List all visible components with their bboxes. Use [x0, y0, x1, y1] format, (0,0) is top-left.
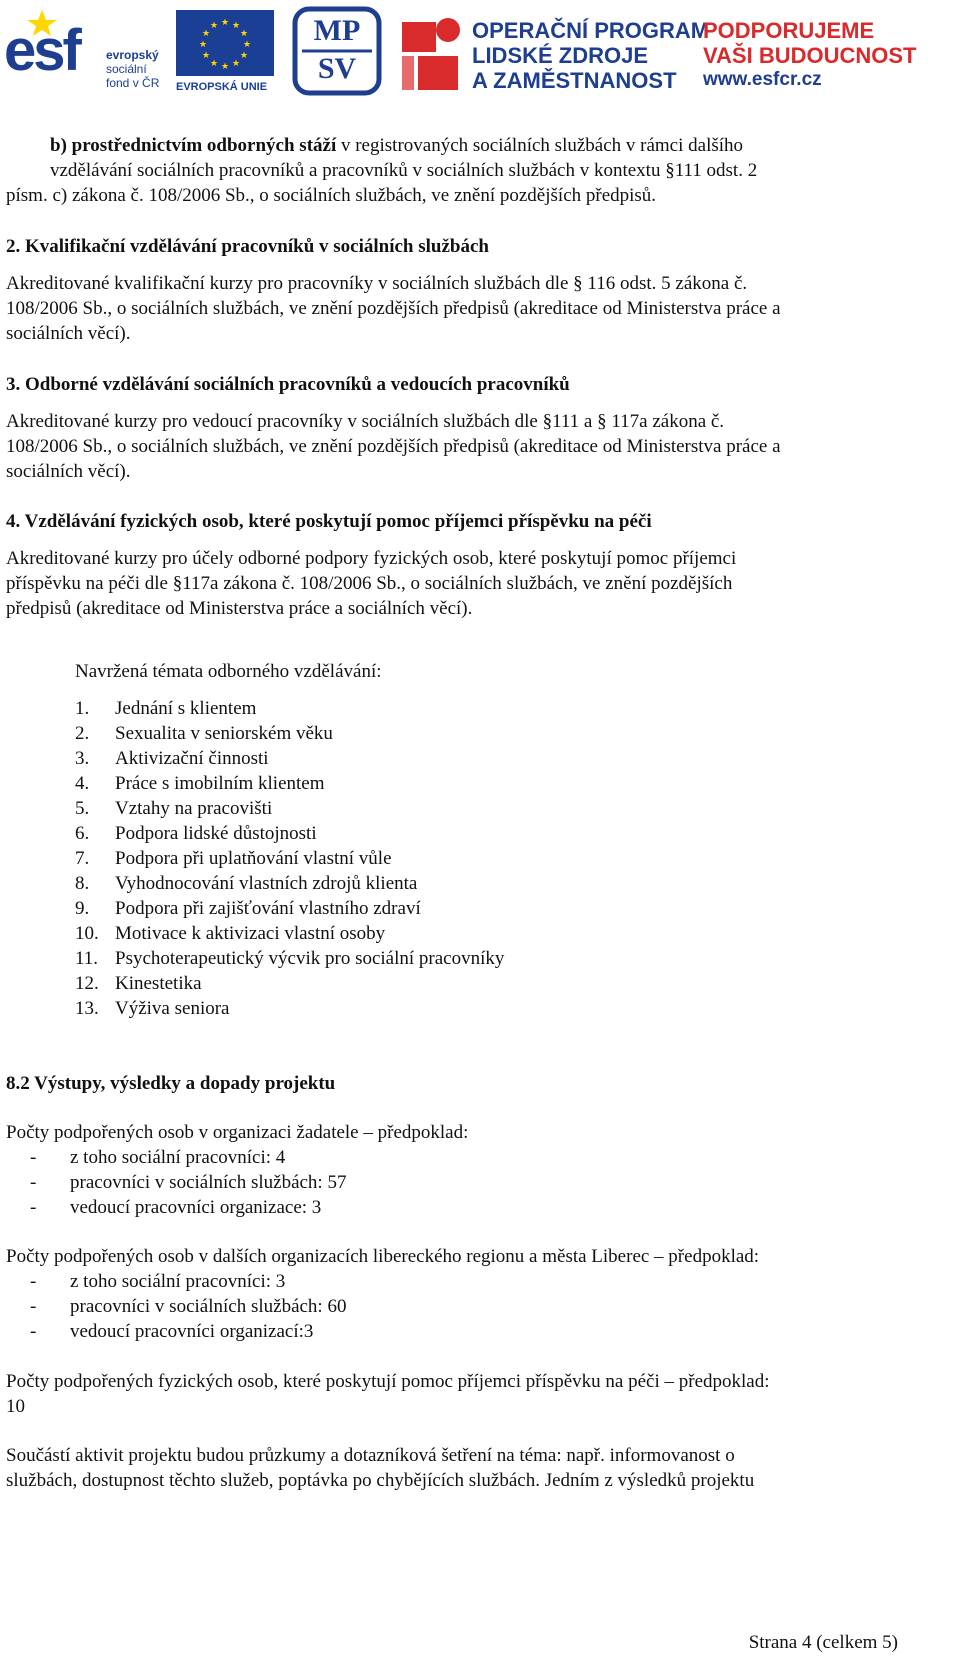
dash-marker: - [30, 1172, 37, 1193]
podporujeme-line2: VAŠI BUDOUCNOST [703, 43, 917, 68]
svg-text:★: ★ [220, 18, 230, 28]
page-header [0, 0, 960, 110]
section-b-line1 [50, 133, 898, 158]
bullet-item [6, 1269, 898, 1294]
esf-caption [106, 48, 159, 90]
section-4-heading: 4. Vzdělávání fyzických osob, které poskytují pomoc příjemci příspěvku na péči [6, 511, 652, 532]
svg-text:★: ★ [242, 40, 252, 50]
topic-item [75, 896, 504, 921]
topic-text: Sexualita v seniorském věku [115, 723, 333, 744]
section-b-line3: písm. c) zákona č. 108/2006 Sb., o sociálních službách, ve znění pozdějších předpisů. [6, 185, 657, 206]
section-3-heading: 3. Odborné vzdělávání sociálních pracovníků a vedoucích pracovníků [6, 374, 570, 395]
topic-text: Podpora lidské důstojnosti [115, 823, 317, 844]
esf-logo [4, 8, 172, 98]
topic-item [75, 821, 504, 846]
section-2-heading: 2. Kvalifikační vzdělávání pracovníků v sociálních službách [6, 236, 489, 257]
op-lzz-logo [400, 4, 710, 100]
topic-number: 6. [75, 823, 90, 844]
topic-text: Motivace k aktivizaci vlastní osoby [115, 923, 386, 944]
topic-text: Podpora při zajišťování vlastního zdraví [115, 898, 421, 919]
svg-text:★: ★ [209, 21, 219, 31]
section-b-text1: v registrovaných sociálních službách v rámci dalšího [336, 135, 744, 156]
page-number: Strana 4 (celkem 5) [748, 1632, 898, 1653]
closing-line1: Součástí aktivit projektu budou průzkumy a dotazníková šetření na téma: např. informovanost o [6, 1445, 735, 1466]
svg-text:★: ★ [231, 21, 241, 31]
podporujeme-logo [703, 18, 923, 98]
topics-title: Navržená témata odborného vzdělávání: [75, 661, 382, 682]
op-line1: OPERAČNÍ PROGRAM [472, 18, 710, 43]
esf-caption-line2: sociální [106, 62, 147, 76]
bullet-item [6, 1319, 898, 1344]
op-lzz-text [472, 18, 709, 93]
topic-text: Aktivizační činnosti [115, 748, 269, 769]
topic-number: 13. [75, 998, 99, 1019]
group2-title: Počty podpořených osob v dalších organizacích libereckého regionu a města Liberec – předpoklad: [6, 1246, 760, 1267]
closing-line2: službách, dostupnost těchto služeb, poptávka po chybějících službách. Jedním z výsledků projektu [6, 1470, 755, 1491]
topic-item [75, 721, 504, 746]
topic-number: 3. [75, 748, 90, 769]
topic-item [75, 771, 504, 796]
dash-marker: - [30, 1296, 37, 1317]
group3-line2: 10 [6, 1396, 25, 1417]
topic-text: Kinestetika [115, 973, 202, 994]
group1-list [6, 1145, 898, 1220]
topic-text: Vyhodnocování vlastních zdrojů klienta [115, 873, 418, 894]
mpsv-logo [292, 6, 382, 96]
topic-number: 5. [75, 798, 90, 819]
svg-text:★: ★ [231, 59, 241, 69]
esf-wordmark: esf [4, 18, 79, 83]
section-4-line2: příspěvku na péči dle §117a zákona č. 108/2006 Sb., o sociálních službách, ve znění pozdějších [6, 573, 733, 594]
topic-number: 4. [75, 773, 90, 794]
topic-text: Podpora při uplatňování vlastní vůle [115, 848, 392, 869]
topic-item [75, 696, 504, 721]
op-line3: A ZAMĚSTNANOST [472, 68, 677, 93]
topics-list [75, 696, 504, 1021]
topic-item [75, 971, 504, 996]
bullet-item [6, 1170, 898, 1195]
op-figure-icon [400, 16, 468, 92]
topic-item [75, 946, 504, 971]
group3-line1: Počty podpořených fyzických osob, které poskytují pomoc příjemci příspěvku na péči – předpoklad: [6, 1371, 770, 1392]
section-b-line2: vzdělávání sociálních pracovníků a pracovníků v sociálních službách v kontextu §111 odst. 2 [50, 160, 758, 181]
topic-text: Vztahy na pracovišti [115, 798, 273, 819]
bullet-text: pracovníci v sociálních službách: 60 [70, 1296, 347, 1317]
topic-text: Výživa seniora [115, 998, 230, 1019]
svg-text:★: ★ [239, 51, 249, 61]
topic-item [75, 796, 504, 821]
mpsv-top-text: MP [313, 14, 361, 47]
bullet-text: vedoucí pracovníci organizací:3 [70, 1321, 314, 1342]
dash-marker: - [30, 1197, 37, 1218]
group2-list [6, 1269, 898, 1344]
topic-number: 1. [75, 698, 90, 719]
esf-caption-line3: fond v ČR [106, 76, 160, 90]
topic-item [75, 746, 504, 771]
topic-number: 10. [75, 923, 99, 944]
section-3-line2: 108/2006 Sb., o sociálních službách, ve znění pozdějších předpisů (akreditace od Ministerstva práce a [6, 436, 781, 457]
topic-number: 9. [75, 898, 90, 919]
section-4-line1: Akreditované kurzy pro účely odborné podpory fyzických osob, které poskytují pomoc příjemci [6, 548, 737, 569]
section-3-line3: sociálních věcí). [6, 461, 131, 482]
topic-number: 7. [75, 848, 90, 869]
eu-label: EVROPSKÁ UNIE [176, 81, 268, 93]
section-2-line2: 108/2006 Sb., o sociálních službách, ve znění pozdějších předpisů (akreditace od Ministerstva práce a [6, 298, 781, 319]
dash-marker: - [30, 1271, 37, 1292]
topic-item [75, 921, 504, 946]
section-2-line3: sociálních věcí). [6, 323, 131, 344]
mpsv-bottom-text: SV [317, 52, 357, 85]
topic-number: 8. [75, 873, 90, 894]
topic-text: Práce s imobilním klientem [115, 773, 325, 794]
topic-text: Psychoterapeutický výcvik pro sociální pracovníky [115, 948, 505, 969]
section-82-heading: 8.2 Výstupy, výsledky a dopady projektu [6, 1073, 336, 1094]
svg-text:★: ★ [209, 59, 219, 69]
op-line2: LIDSKÉ ZDROJE [472, 43, 649, 68]
eu-logo [176, 10, 274, 98]
section-2-line1: Akreditované kvalifikační kurzy pro pracovníky v sociálních službách dle § 116 odst. 5 zákona č. [6, 273, 748, 294]
bullet-text: vedoucí pracovníci organizace: 3 [70, 1197, 322, 1218]
topic-number: 11. [75, 948, 99, 969]
bullet-item [6, 1195, 898, 1220]
topic-number: 12. [75, 973, 99, 994]
svg-text:★: ★ [201, 29, 211, 39]
section-b [50, 133, 898, 158]
topic-item [75, 846, 504, 871]
esf-caption-line1: evropský [106, 48, 159, 62]
group1-title: Počty podpořených osob v organizaci žadatele – předpoklad: [6, 1122, 469, 1143]
dash-marker: - [30, 1321, 37, 1342]
topic-item [75, 871, 504, 896]
podporujeme-line1: PODPORUJEME [703, 18, 875, 43]
section-4-line3: předpisů (akreditace od Ministerstva práce a sociálních věcí). [6, 598, 473, 619]
topic-number: 2. [75, 723, 90, 744]
bullet-item [6, 1294, 898, 1319]
dash-marker: - [30, 1147, 37, 1168]
section-b-lead: b) prostřednictvím odborných stáží [50, 135, 337, 156]
eu-flag-icon [176, 10, 274, 76]
esfcr-web-link[interactable]: www.esfcr.cz [703, 69, 822, 90]
svg-text:★: ★ [198, 40, 208, 50]
bullet-item [6, 1145, 898, 1170]
svg-text:★: ★ [239, 29, 249, 39]
section-3-line1: Akreditované kurzy pro vedoucí pracovníky v sociálních službách dle §111 a § 117a zákona č. [6, 411, 725, 432]
bullet-text: z toho sociální pracovníci: 3 [70, 1271, 286, 1292]
bullet-text: pracovníci v sociálních službách: 57 [70, 1172, 347, 1193]
topic-text: Jednání s klientem [115, 698, 257, 719]
bullet-text: z toho sociální pracovníci: 4 [70, 1147, 286, 1168]
topic-item [75, 996, 504, 1021]
svg-text:★: ★ [220, 62, 230, 72]
svg-text:★: ★ [201, 51, 211, 61]
